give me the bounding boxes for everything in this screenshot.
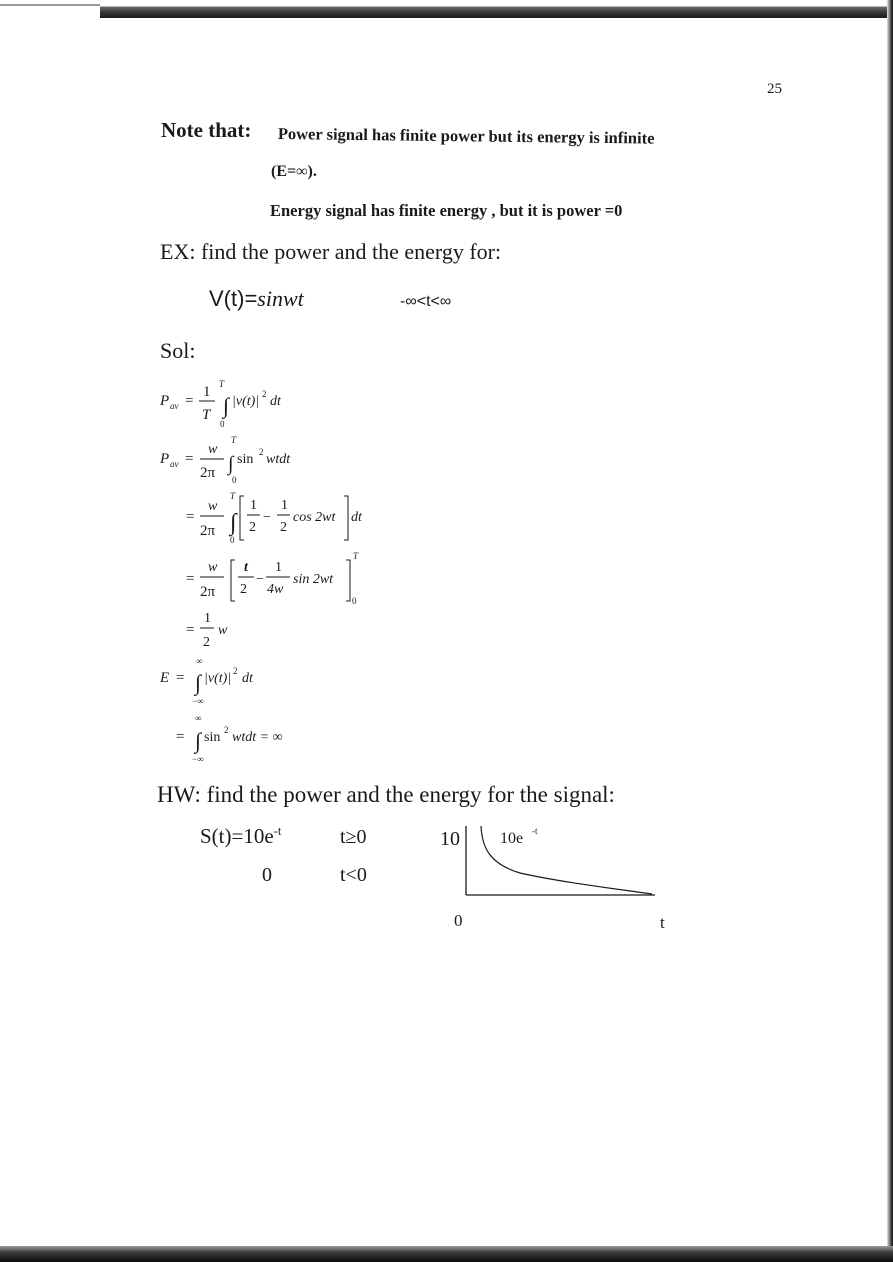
integral-sign: ∫	[230, 510, 237, 536]
eq-lhs: P	[160, 451, 170, 467]
frac-num: w	[208, 499, 218, 514]
condition-negative: t<0	[340, 864, 367, 886]
t-over-two-num: t	[244, 560, 248, 575]
int-upper: ∞	[196, 656, 203, 666]
int-lower: 0	[220, 419, 225, 429]
frac-den: 2π	[200, 523, 216, 539]
homework-prompt: HW: find the power and the energy for the signal:	[157, 782, 615, 807]
int-lower: 0	[232, 475, 237, 485]
frac-num: 1	[203, 384, 211, 400]
eq-lhs-sub: av	[170, 401, 179, 411]
minus-sign: −	[256, 572, 264, 587]
power: 2	[233, 666, 238, 676]
frac-num: w	[208, 442, 218, 457]
eq-equals: =	[185, 451, 194, 467]
integrand: sin	[204, 730, 221, 745]
t-over-two-den: 2	[240, 582, 247, 597]
int-upper: T	[219, 379, 225, 389]
half-den-2: 2	[280, 520, 287, 535]
half-num-2: 1	[281, 498, 288, 513]
eq-equals: =	[185, 393, 194, 409]
quarter-num: 1	[275, 560, 282, 575]
eq-lhs-sub: av	[170, 459, 179, 469]
int-upper: T	[230, 491, 236, 501]
differential: dt	[270, 394, 281, 409]
eval-upper: T	[353, 551, 359, 561]
note-line-energy-signal: Energy signal has finite energy , but it is power =0	[270, 201, 623, 220]
eq-equals: =	[186, 622, 195, 638]
sine-term: sin 2wt	[293, 572, 334, 587]
power: 2	[259, 447, 264, 457]
graph-x-label: t	[660, 913, 665, 932]
eq-equals: =	[176, 670, 185, 686]
int-lower: 0	[230, 535, 235, 545]
half-den: 2	[249, 520, 256, 535]
result-w: w	[218, 623, 228, 638]
curve-label: 10e	[500, 830, 524, 847]
power: 2	[224, 725, 229, 735]
graph-y-label: 10	[440, 828, 460, 850]
eq-lhs: P	[160, 393, 170, 409]
minus-sign: −	[263, 510, 271, 525]
signal-expression: sinwt	[257, 286, 304, 311]
differential: dt	[351, 510, 362, 525]
note-line-power-signal: Power signal has finite power but its energy is infinite	[277, 124, 655, 148]
power: 2	[262, 389, 267, 399]
int-lower: −∞	[192, 696, 204, 706]
note-heading: Note that:	[161, 118, 252, 142]
eq-equals: =	[186, 571, 195, 587]
signal-exponent: -t	[273, 824, 282, 838]
integrand: sin	[237, 452, 254, 467]
curve-label-exponent: -t	[532, 826, 538, 836]
frac-den: 2π	[200, 465, 216, 481]
integral-sign: ∫	[223, 393, 230, 418]
condition-positive: t≥0	[340, 826, 367, 848]
int-upper: T	[231, 435, 237, 445]
eq-equals: =	[186, 509, 195, 525]
integrand: |v(t)|	[232, 394, 260, 409]
integral-sign: ∫	[195, 728, 202, 753]
int-upper: ∞	[195, 713, 202, 723]
frac-den: 2π	[200, 584, 216, 600]
frac-den: 2	[203, 635, 210, 650]
signal-prefix: S(t)=10e	[200, 824, 274, 848]
cosine-term: cos 2wt	[293, 510, 336, 525]
page-number: 25	[767, 81, 782, 97]
frac-den: T	[202, 407, 211, 423]
eq-equals: =	[176, 729, 185, 745]
integral-sign: ∫	[195, 670, 202, 695]
eq-lhs: E	[160, 670, 170, 686]
signal-zero-value: 0	[262, 864, 272, 886]
integrand-rest: wtdt	[266, 452, 291, 467]
differential: dt	[242, 671, 253, 686]
quarter-den: 4w	[267, 582, 284, 597]
graph-origin-label: 0	[454, 911, 463, 930]
integrand: |v(t)|	[204, 671, 232, 686]
time-range: -∞<t<∞	[400, 293, 452, 310]
integral-sign: ∫	[228, 453, 234, 475]
half-num: 1	[250, 498, 257, 513]
frac-num: w	[208, 560, 218, 575]
note-line-infinite-energy: (E=∞).	[271, 163, 317, 180]
frac-num: 1	[204, 611, 211, 626]
eval-lower: 0	[352, 596, 357, 606]
signal-prefix: V(t)=	[209, 286, 258, 311]
solution-label: Sol:	[160, 338, 196, 363]
int-lower: −∞	[192, 754, 204, 764]
integrand-rest: wtdt = ∞	[232, 730, 283, 745]
example-prompt: EX: find the power and the energy for:	[160, 239, 502, 264]
